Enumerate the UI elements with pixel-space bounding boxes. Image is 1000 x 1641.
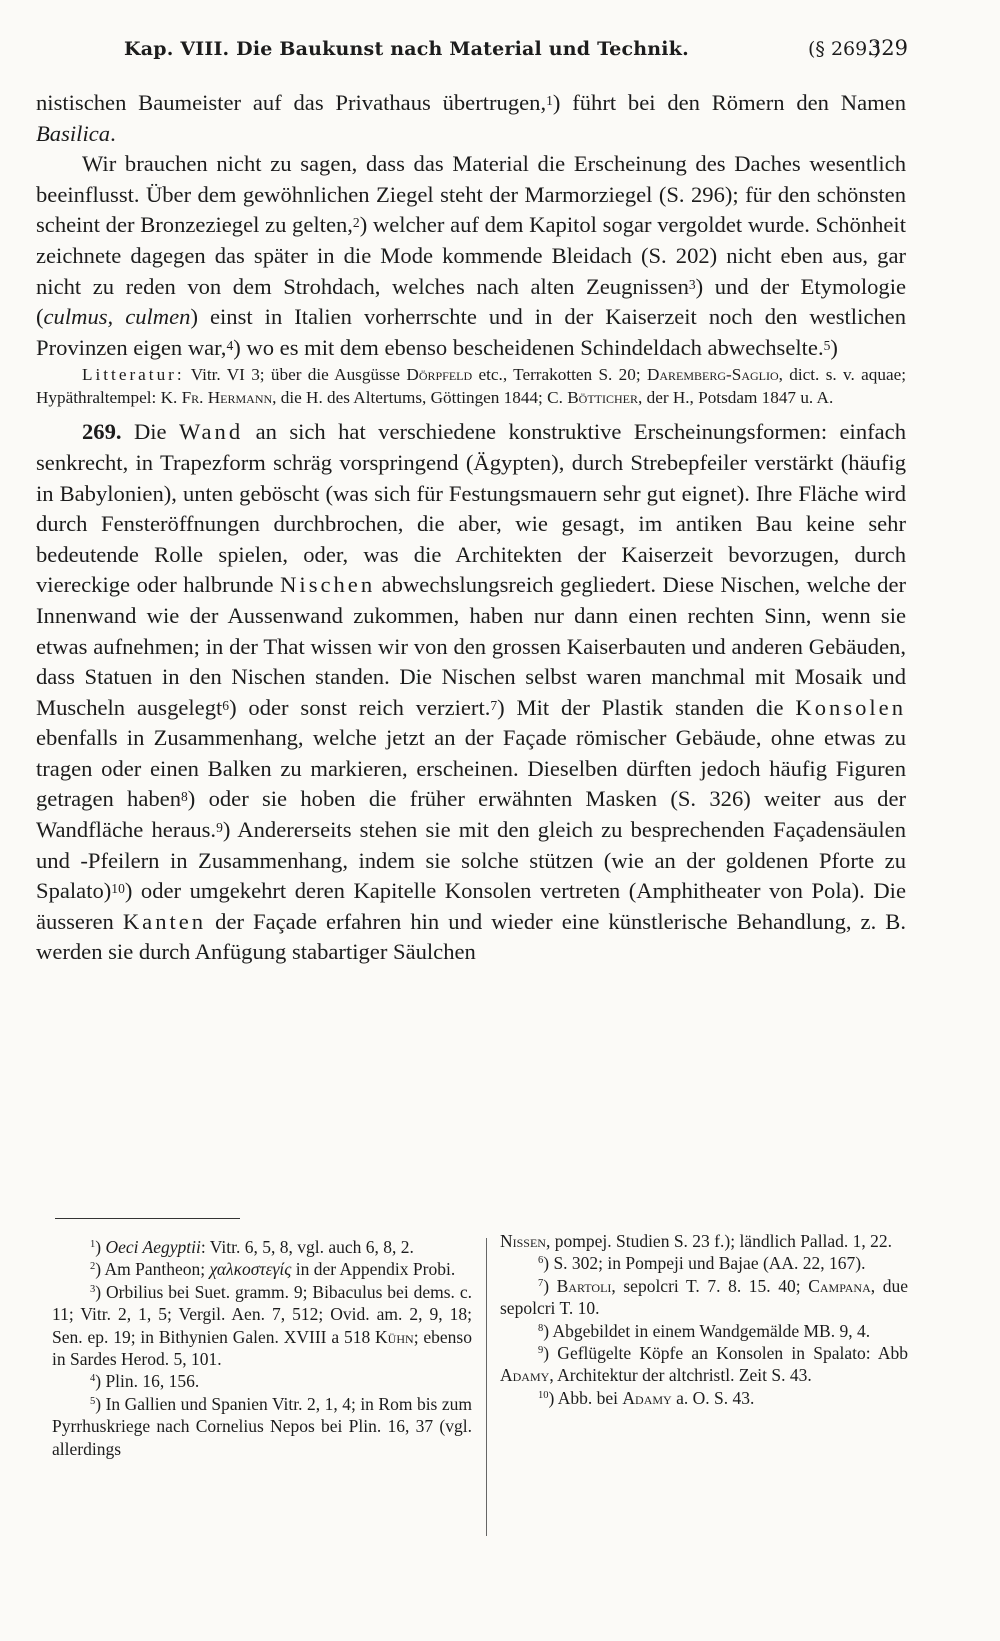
- footnote-8: $^8$) Abgebildet in einem Wandgemälde MB. 9, 4.: [538, 1320, 871, 1341]
- footnote-ref-7[interactable]: 7: [490, 697, 498, 713]
- footnote-ref-1[interactable]: 1: [546, 93, 553, 108]
- footnote-9: $^9$) Geflügelte Köpfe an Konsolen in Spalato: Abb Adamy, Architektur der altchristl. Zeit S. 43.: [500, 1343, 908, 1386]
- main-text: [36, 88, 906, 968]
- footnote-rule: [55, 1218, 240, 1219]
- paragraph-roof: Wir brauchen nicht zu sagen, dass das Material die Erscheinung des Daches wesentlich beeinflusst. Über dem gewöhnlichen Ziegel steht der Marmorziegel (S. 296); für den schönsten scheint der Bronzeziegel zu gelten,$^2$) welcher auf dem Kapitol sogar vergoldet wurde. Schönheit zeichnete dagegen das später in die Mode kommende Bleidach (S. 202) nicht eben aus, gar nicht zu reden von dem Strohdach, welches nach alten Zeugnissen$^3$) und der Etymologie (culmus, culmen) einst in Italien vorherrschte und in der Kaiserzeit noch den westlichen Provinzen eigen war,$^4$) wo es mit dem ebenso bescheidenen Schindeldach abwechselte.$^5$): [36, 151, 906, 360]
- keyword-kanten: Kanten: [122, 908, 207, 934]
- keyword-wand: Wand: [179, 419, 244, 445]
- footnote-1: $^1$) Oeci Aegyptii: Vitr. 6, 5, 8, vgl. auch 6, 8, 2.: [90, 1237, 414, 1257]
- footnote-ref-8[interactable]: 8: [181, 789, 188, 805]
- footnote-10: $^{10}$) Abb. bei Adamy a. O. S. 43.: [538, 1387, 755, 1408]
- column-divider: [486, 1238, 487, 1536]
- footnote-ref-2[interactable]: 2: [352, 215, 360, 231]
- keyword-nischen: Nischen: [280, 572, 376, 598]
- footnotes-right-column: [500, 1230, 908, 1409]
- footnote-7: $^7$) Bartoli, sepolcri T. 7. 8. 15. 40; Campana, due sepolcri T. 10.: [500, 1275, 909, 1319]
- footnote-ref-3[interactable]: 3: [688, 276, 696, 292]
- footnote-ref-6[interactable]: 6: [222, 697, 230, 713]
- footnote-3: $^3$) Orbilius bei Suet. gramm. 9; Bibaculus bei dems. c. 11; Vitr. 2, 1, 5; Vergil. Aen. 7, 512; Ovid. am. 2, 9, 18; Sen. ep. 19; in Bithynien Galen. XVIII a 518 Kühn; ebenso in Sardes Herod. 5, 101.: [52, 1281, 472, 1370]
- term-basilica: Basilica: [36, 120, 111, 146]
- section-number: 269.: [82, 419, 122, 445]
- footnote-5-continuation: Nissen, pompej. Studien S. 23 f.); ländlich Pallad. 1, 22.: [500, 1231, 893, 1251]
- footnote-2: $^2$) Am Pantheon; χαλκοστεγίς in der Appendix Probi.: [90, 1259, 456, 1280]
- keyword-konsolen: Konsolen: [795, 694, 907, 720]
- footnote-ref-4[interactable]: 4: [226, 337, 234, 353]
- footnote-6: $^6$) S. 302; in Pompeji und Bajae (AA. 22, 167).: [538, 1253, 866, 1274]
- literature-label: Litteratur:: [82, 365, 185, 385]
- footnote-5: $^5$) In Gallien und Spanien Vitr. 2, 1, 4; in Rom bis zum Pyrrhuskriege nach Cornelius Nepos bei Plin. 16, 37 (vgl. allerdings: [52, 1393, 472, 1459]
- footnotes-left-column: [52, 1236, 472, 1460]
- literature-note: Litteratur: Vitr. VI 3; über die Ausgüsse Dörpfeld etc., Terrakotten S. 20; Daremberg-Saglio, dict. s. v. aquae; Hypäthraltempel: K. Fr. Hermann, die H. des Altertums, Göttingen 1844; C. Bötticher, der H., Potsdam 1847 u. A.: [36, 365, 906, 408]
- footnote-ref-10[interactable]: 10: [111, 881, 125, 897]
- section-reference: (§ 269.): [808, 38, 881, 60]
- greek-term: χαλκοστεγίς: [209, 1259, 292, 1280]
- footnote-ref-9[interactable]: 9: [216, 820, 223, 836]
- footnote-4: $^4$) Plin. 16, 156.: [90, 1371, 200, 1392]
- chapter-title: Kap. VIII. Die Baukunst nach Material und Technik.: [124, 38, 689, 60]
- section-269: 269. Die Wand an sich hat verschiedene konstruktive Erscheinungsformen: einfach senkrecht, in Trapezform schräg vorspringend (Ägypten), durch Strebepfeiler verstärkt (häufig in Babylonien), unten geböscht (was sich für Festungsmauern sehr gut eignet). Ihre Fläche wird durch Fensteröffnungen durchbrochen, die aber, wie gesagt, im antiken Bau keine sehr bedeutende Rolle spielen, oder, was die Architekten der Kaiserzeit bevorzugen, durch viereckige oder halbrunde Nischen abwechslungsreich gegliedert. Diese Nischen, welche der Innenwand wie der Aussenwand zukommen, haben nur dann einen rechten Sinn, wenn sie etwas aufnehmen; in der That wissen wir von den grossen Kaiserbauten und anderen Gebäuden, dass Statuen in den Nischen standen. Die Nischen selbst waren manchmal mit Mosaik und Muscheln ausgelegt$^6$) oder sonst reich verziert.$^7$) Mit der Plastik standen die Konsolen ebenfalls in Zusammenhang, welche jetzt an der Façade römischer Gebäude, ohne etwas zu tragen oder einen Balken zu markieren, erscheinen. Dieselben dürften jedoch häufig Figuren getragen haben$^8$) oder sie hoben die früher erwähnten Masken (S. 326) weiter aus der Wandfläche heraus.$^9$) Andererseits stehen sie mit den gleich zu besprechenden Façadensäulen und -Pfeilern in Zusammenhang, indem sie solche stützen (wie an der goldenen Pforte zu Spalato)$^{10}$) oder umgekehrt deren Kapitelle Konsolen vertreten (Amphitheater von Pola). Die äusseren Kanten der Façade erfahren hin und wieder eine künstlerische Behandlung, z. B. werden sie durch Anfügung stabartiger Säulchen: [36, 419, 907, 965]
- page-number: 329: [867, 36, 908, 60]
- paragraph-continuation: nistischen Baumeister auf das Privathaus übertrugen,$^1$) führt bei den Römern den Namen Basilica.: [36, 90, 906, 146]
- running-header: [100, 32, 908, 68]
- term-etymology: culmus, culmen: [43, 304, 191, 330]
- footnote-ref-5[interactable]: 5: [823, 337, 831, 353]
